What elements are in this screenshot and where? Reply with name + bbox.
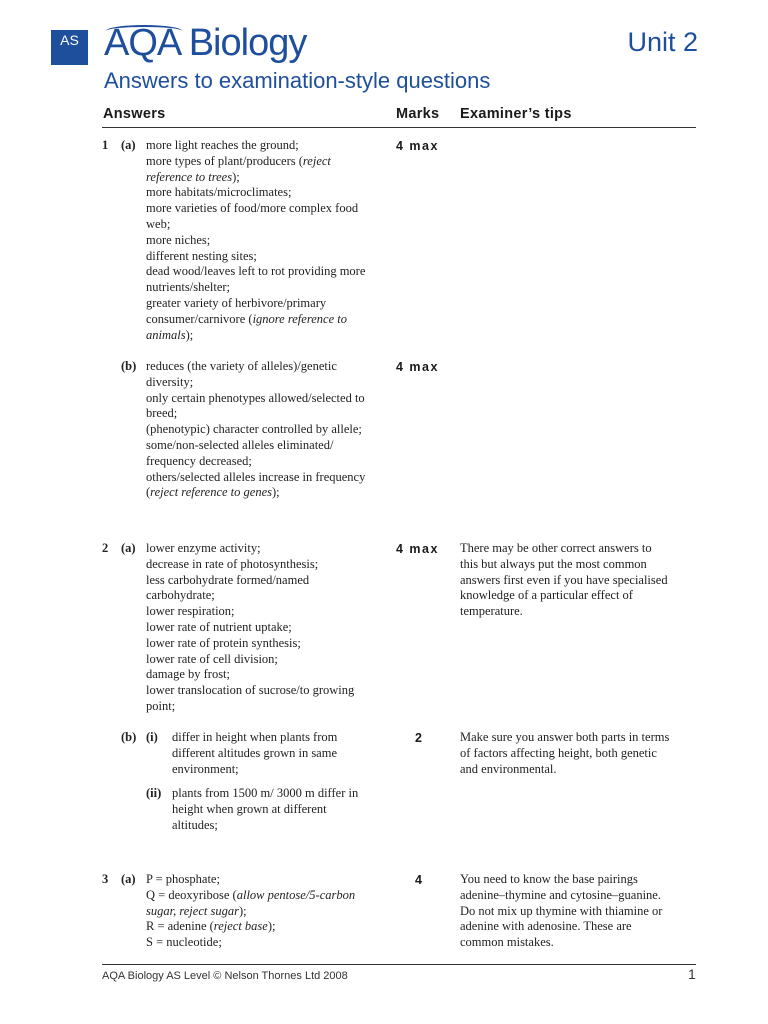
tip-line: and environmental.: [460, 761, 557, 776]
column-header-answers: Answers: [103, 106, 166, 122]
question-number: 2: [102, 541, 109, 555]
answer-line: nutrients/shelter;: [146, 280, 231, 295]
answer-block-3a: [146, 872, 355, 951]
answer-line: P = phosphate;: [146, 872, 220, 886]
answer-line: some/non-selected alleles eliminated/: [146, 437, 334, 452]
answer-line: differ in height when plants from: [172, 730, 338, 744]
answer-line: lower rate of cell division;: [146, 651, 278, 666]
logo-swoosh-icon: [106, 25, 182, 37]
answer-line: point;: [146, 698, 176, 713]
answer-line: more types of plant/producers (reject: [146, 153, 331, 168]
part-label: (b): [121, 730, 137, 744]
subpart-label: (ii): [146, 786, 162, 800]
answer-line: breed;: [146, 406, 178, 421]
examiner-tip-2b: [460, 730, 669, 777]
part-label: (a): [121, 541, 136, 555]
answer-line: plants from 1500 m/ 3000 m differ in: [172, 786, 359, 800]
answer-block-1a: [146, 138, 365, 343]
as-badge: AS: [51, 30, 88, 65]
answer-line: dead wood/leaves left to rot providing more: [146, 264, 366, 279]
aqa-biology-logo: [104, 22, 306, 65]
answer-line: more niches;: [146, 232, 211, 247]
tip-line: knowledge of a particular effect of: [460, 588, 633, 603]
tip-line: adenine–thymine and cytosine–guanine.: [460, 887, 661, 902]
answer-line: R = adenine (reject base);: [146, 919, 276, 934]
answer-line: different nesting sites;: [146, 248, 257, 263]
answer-line: animals);: [146, 327, 194, 342]
answer-line: environment;: [172, 761, 239, 776]
answer-line: reference to trees);: [146, 169, 240, 184]
tip-line: adenine with adenosine. These are: [460, 919, 632, 934]
tip-line: You need to know the base pairings: [460, 872, 638, 886]
column-header-tips: Examiner’s tips: [460, 106, 572, 122]
marks-value: 4 max: [396, 360, 439, 374]
answer-line: lower rate of protein synthesis;: [146, 635, 301, 650]
marks-value: 2: [415, 731, 424, 745]
answer-line: carbohydrate;: [146, 588, 215, 603]
examiner-tip-3a: [460, 872, 662, 951]
answer-line: height when grown at different: [172, 801, 327, 816]
answer-line: less carbohydrate formed/named: [146, 572, 310, 587]
answer-line: lower respiration;: [146, 604, 235, 619]
page-number: 1: [688, 966, 696, 982]
part-label: (a): [121, 872, 136, 886]
answer-line: altitudes;: [172, 817, 218, 832]
answer-line: only certain phenotypes allowed/selected to: [146, 390, 365, 405]
unit-title: Unit 2: [627, 27, 698, 57]
marks-value: 4 max: [396, 139, 439, 153]
header-divider: [102, 127, 696, 128]
answer-block-2a: [146, 541, 354, 715]
tip-line: There may be other correct answers to: [460, 541, 652, 555]
marks-value: 4: [415, 873, 424, 887]
answer-line: frequency decreased;: [146, 453, 252, 468]
tip-line: this but always put the most common: [460, 556, 647, 571]
answer-line: diversity;: [146, 374, 194, 389]
marks-value: 4 max: [396, 542, 439, 556]
answer-line: web;: [146, 216, 171, 231]
answer-line: others/selected alleles increase in frequency: [146, 469, 366, 484]
logo-text: AQA Biology: [104, 22, 307, 64]
tip-line: temperature.: [460, 604, 523, 619]
answer-block-2b-i: [172, 730, 337, 777]
answer-line: sugar, reject sugar);: [146, 903, 247, 918]
answer-line: (phenotypic) character controlled by allele;: [146, 422, 362, 437]
part-label: (a): [121, 138, 136, 152]
subpart-label: (i): [146, 730, 158, 744]
answer-line: consumer/carnivore (ignore reference to: [146, 311, 347, 326]
column-header-marks: Marks: [396, 106, 440, 122]
answer-line: (reject reference to genes);: [146, 485, 280, 500]
answer-line: lower enzyme activity;: [146, 541, 261, 555]
examiner-tip-2a: [460, 541, 668, 620]
tip-line: of factors affecting height, both genetic: [460, 745, 657, 760]
answer-line: S = nucleotide;: [146, 935, 222, 950]
tip-line: common mistakes.: [460, 935, 554, 950]
question-number: 3: [102, 872, 109, 886]
footer-divider: [102, 964, 696, 965]
answer-line: greater variety of herbivore/primary: [146, 295, 327, 310]
tip-line: answers first even if you have specialised: [460, 572, 668, 587]
answer-line: more habitats/microclimates;: [146, 185, 292, 200]
question-number: 1: [102, 138, 109, 152]
answer-line: more varieties of food/more complex food: [146, 201, 359, 216]
footer-copyright: AQA Biology AS Level © Nelson Thornes Ltd 2008: [102, 970, 348, 982]
answer-line: different altitudes grown in same: [172, 745, 338, 760]
answer-line: Q = deoxyribose (allow pentose/5-carbon: [146, 887, 356, 902]
answer-block-1b: [146, 359, 365, 501]
answer-block-2b-ii: [172, 786, 358, 833]
answer-line: reduces (the variety of alleles)/genetic: [146, 359, 337, 373]
tip-line: Make sure you answer both parts in terms: [460, 730, 670, 744]
answer-line: decrease in rate of photosynthesis;: [146, 556, 319, 571]
page-subtitle: Answers to examination-style questions: [104, 68, 491, 93]
tip-line: Do not mix up thymine with thiamine or: [460, 903, 663, 918]
answer-line: more light reaches the ground;: [146, 138, 299, 152]
answer-line: lower translocation of sucrose/to growing: [146, 683, 355, 698]
answer-line: lower rate of nutrient uptake;: [146, 619, 292, 634]
answer-line: damage by frost;: [146, 667, 231, 682]
part-label: (b): [121, 359, 137, 373]
